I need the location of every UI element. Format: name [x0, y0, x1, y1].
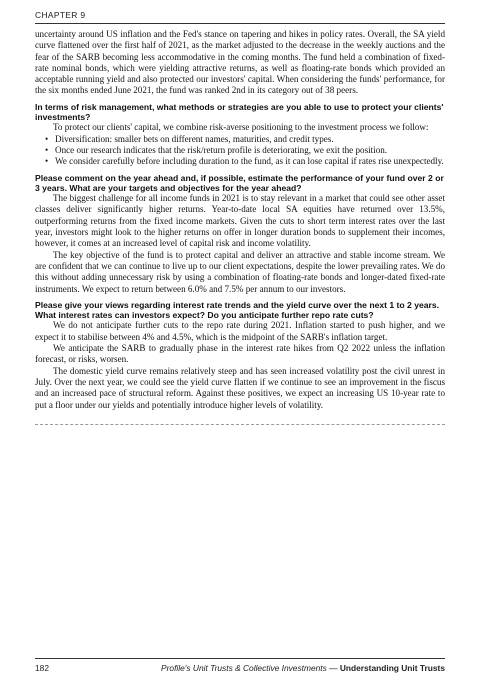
bullet-item: • Once our research indicates that the risk/return profile is deteriorating, we exit the position.: [45, 145, 445, 156]
bullet-item: • We consider carefully before including duration to the fund, as it can lose capital if rates rise unexpectedly.: [45, 156, 445, 167]
answer-paragraph: The key objective of the fund is to protect capital and deliver an attractive and stable income stream. We are confident that we can continue to live up to our client expectations, despite the lower prevailing rates. We do this without adding unnecessary risk by using a combination of floating-rate bonds and longer-dated fixed-rate instruments. We expect to return between 6.0% and 7.5% per annum to our investors.: [35, 249, 445, 294]
bullet-item: • Diversification: smaller bets on different names, maturities, and credit types.: [45, 134, 445, 145]
page-footer: [35, 658, 445, 673]
dashed-divider: [35, 424, 445, 425]
publication-title: [161, 663, 445, 673]
answer-paragraph: We do not anticipate further cuts to the repo rate during 2021. Inflation started to push higher, and we expect it to stabilise between 4% and 4.5%, which is the midpoint of the SARB's inflation target.: [35, 320, 445, 342]
chapter-header: CHAPTER 9: [35, 10, 445, 24]
answer-paragraph: The domestic yield curve remains relatively steep and has seen increased volatility post the civil unrest in July. Over the next year, we could see the yield curve flatten if we continue to see an improvement in the fiscus and an increased pace of structural reform. Against these positives, we expect an increasing US 10-year rate to put a floor under our yields and potentially introduce higher levels of volatility.: [35, 365, 445, 410]
page-number: 182: [35, 663, 49, 673]
answer-paragraph: To protect our clients' capital, we combine risk-averse positioning to the investment process we follow:: [53, 122, 429, 133]
question-heading: Please give your views regarding interest rate trends and the yield curve over the next 1 to 2 years. What interest rates can investors expect? Do you anticipate further repo rate cuts?: [35, 299, 440, 321]
answer-paragraph: The biggest challenge for all income funds in 2021 is to stay relevant in a market that could see other asset classes deliver significantly higher returns. Year-to-date local SA equities have returned over 13.5%, outperforming returns from the fixed income markets. Given the cuts to short term interest rates over the last year, investors might look to the higher returns on offer in longer duration bonds to supplement their incomes, however, it comes at an increased level of capital risk and income volatility.: [35, 193, 445, 249]
article-body: [35, 29, 445, 425]
answer-paragraph: We anticipate the SARB to gradually phase in the interest rate hikes from Q2 2022 unless the inflation forecast, or risks, worsen.: [35, 343, 445, 365]
book-title: Understanding Unit Trusts: [339, 663, 445, 673]
publication-name: Profile's Unit Trusts & Collective Investments —: [161, 663, 338, 673]
bullet-list: [35, 134, 445, 168]
intro-paragraph: uncertainty around US inflation and the Fed's stance on tapering and hikes in policy rates. Overall, the SA yield curve flattened over the first half of 2021, as the market adjusted to the decrease in the weekly auctions and the fear of the SARB becoming less accommodative in the coming months. The fund held a combination of fixed-rate nominal bonds, which were yielding attractive returns, as well as floating-rate bonds which provided an acceptable running yield and also protected our investors' capital. When considering the funds' performance, for the six months ended June 2021, the fund was ranked 2nd in its category out of 38 peers.: [35, 29, 445, 96]
question-heading: Please comment on the year ahead and, if possible, estimate the performance of your fund over 2 or 3 years. What are your targets and objectives for the year ahead?: [35, 172, 444, 193]
question-heading: In terms of risk management, what methods or strategies are you able to use to protect your clients' investments?: [35, 101, 444, 123]
